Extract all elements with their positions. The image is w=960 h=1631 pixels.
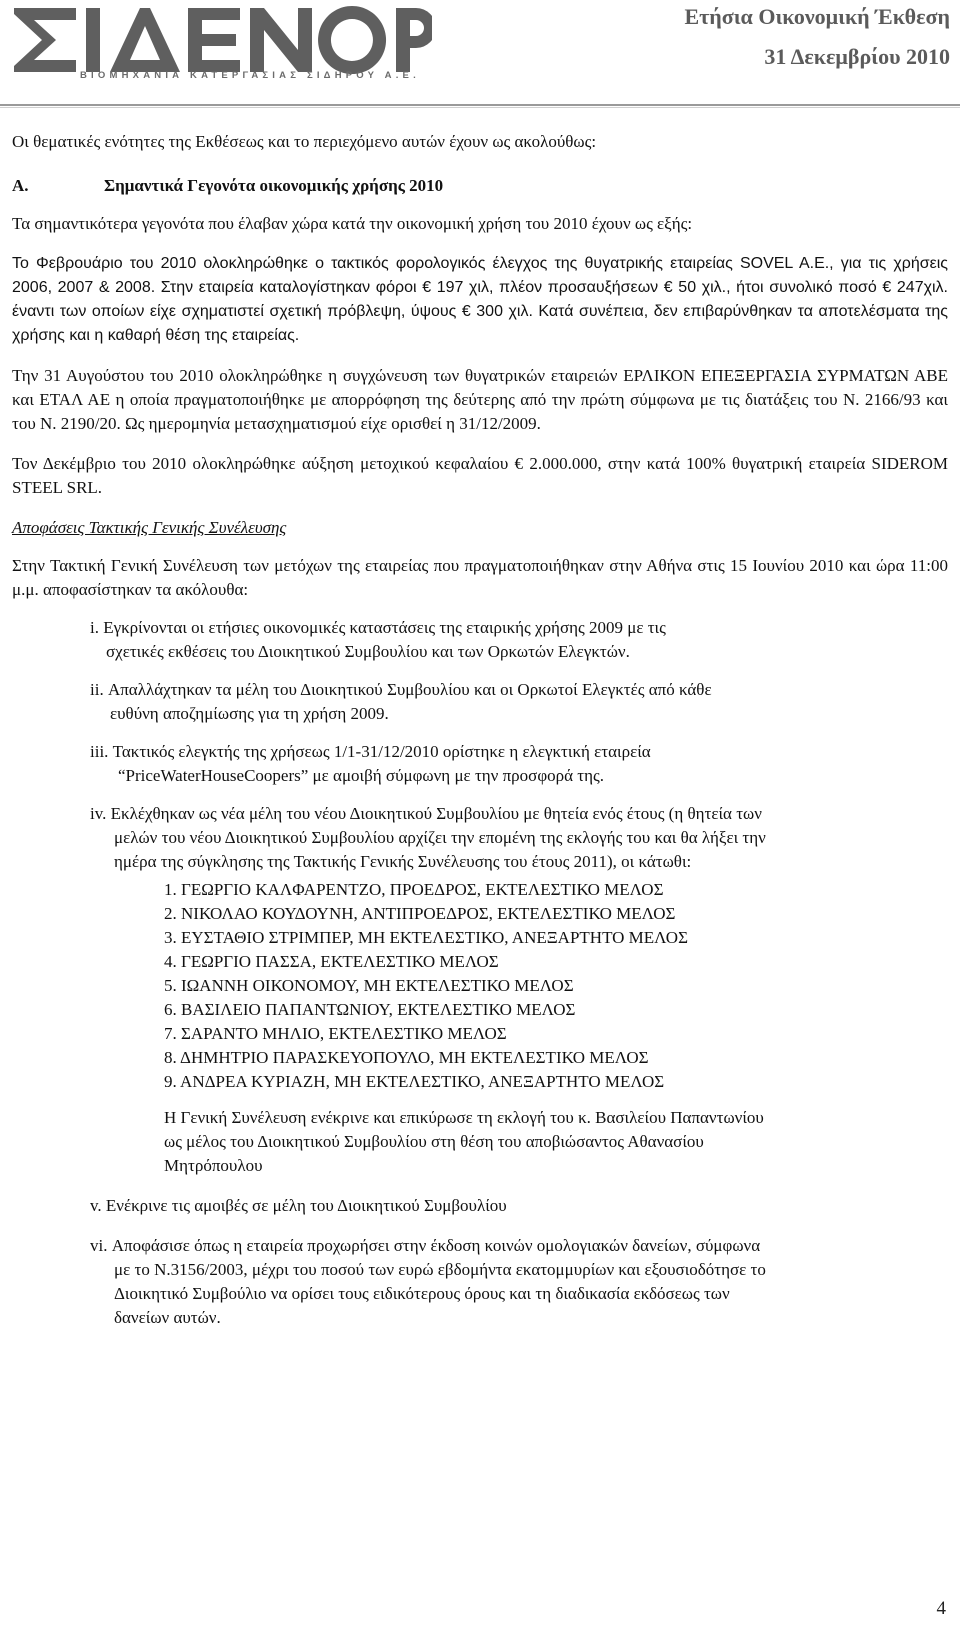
board-members-list	[164, 878, 948, 1094]
agm-heading: Αποφάσεις Τακτικής Γενικής Συνέλευσης	[12, 518, 287, 537]
paragraph-capital-increase: Τον Δεκέμβριο του 2010 ολοκληρώθηκε αύξηση μετοχικού κεφαλαίου € 2.000.000, στην κατά 100% θυγατρική εταιρεία SIDEROM STEEL SRL.	[12, 454, 948, 497]
board-member: 6. ΒΑΣΙΛΕΙΟ ΠΑΠΑΝΤΩΝΙΟΥ, ΕΚΤΕΛΕΣΤΙΚΟ ΜΕΛΟΣ	[164, 1000, 576, 1019]
approval-note	[164, 1106, 948, 1178]
intro-paragraph: Οι θεματικές ενότητες της Εκθέσεως και το περιεχόμενο αυτών έχουν ως ακολούθως:	[12, 132, 597, 151]
report-title: Ετήσια Οικονομική Έκθεση	[684, 4, 950, 29]
approval-line3: Μητρόπουλου	[164, 1156, 263, 1175]
decision-vi	[90, 1234, 948, 1330]
report-date: 31 Δεκεμβρίου 2010	[764, 44, 950, 69]
decision-vi-line4: δανείων αυτών.	[114, 1308, 221, 1327]
decision-i	[90, 616, 948, 664]
decision-i-line1: i. Εγκρίνονται οι ετήσιες οικονομικές καταστάσεις της εταιρικής χρήσης 2009 με τις	[90, 618, 666, 637]
events-intro: Τα σημαντικότερα γεγονότα που έλαβαν χώρα κατά την οικονομική χρήση του 2010 έχουν ως εξής:	[12, 214, 693, 233]
paragraph-tax-audit: Το Φεβρουάριο του 2010 ολοκληρώθηκε ο τακτικός φορολογικός έλεγχος της θυγατρικής εταιρείας SOVEL A.E., για τις χρήσεις 2006, 2007 & 2008. Στην εταιρεία καταλογίστηκαν φόροι € 197 χιλ, πλέον προσαυξήσεων € 50 χιλ., ήτοι συνολικό ποσό € 247χιλ. έναντι των οποίων είχε σχηματιστεί σχετική πρόβλεψη, ύψους € 300 χιλ. Κατά συνέπεια, δεν επιβαρύνθηκαν τα αποτελέσματα της χρήσης και η καθαρή θέση της εταιρείας.	[12, 255, 948, 344]
header-divider-thin	[0, 107, 960, 108]
decision-ii	[90, 678, 948, 726]
board-member: 7. ΣΑΡΑΝΤΟ ΜΗΛΙΟ, ΕΚΤΕΛΕΣΤΙΚΟ ΜΕΛΟΣ	[164, 1024, 507, 1043]
approval-line2: ως μέλος του Διοικητικού Συμβουλίου στη θέση του αποβιώσαντος Αθανασίου	[164, 1132, 704, 1151]
decision-iv-line1: iv. Εκλέχθηκαν ως νέα μέλη του νέου Διοικητικού Συμβουλίου με θητεία ενός έτους (η θητεία των	[90, 804, 762, 823]
decision-i-line2: σχετικές εκθέσεις του Διοικητικού Συμβουλίου και των Ορκωτών Ελεγκτών.	[106, 642, 630, 661]
board-member: 9. ΑΝΔΡΕΑ ΚΥΡΙΑΖΗ, ΜΗ ΕΚΤΕΛΕΣΤΙΚΟ, ΑΝΕΞΑΡΤΗΤΟ ΜΕΛΟΣ	[164, 1072, 665, 1091]
decisions-list	[90, 616, 948, 788]
decision-iv-line3: ημέρα της σύγκλησης της Τακτικής Γενικής Συνέλευσης του έτους 2011), οι κάτωθι:	[114, 852, 692, 871]
board-member: 3. ΕΥΣΤΑΘΙΟ ΣΤΡΙΜΠΕΡ, ΜΗ ΕΚΤΕΛΕΣΤΙΚΟ, ΑΝΕΞΑΡΤΗΤΟ ΜΕΛΟΣ	[164, 928, 688, 947]
decision-iv-line2: μελών του νέου Διοικητικού Συμβουλίου αρχίζει την επομένη της εκλογής του και θα λήξει την	[114, 828, 766, 847]
decision-iii-line1: iii. Τακτικός ελεγκτής της χρήσεως 1/1-31/12/2010 ορίστηκε η ελεγκτική εταιρεία	[90, 742, 651, 761]
decision-iii-line2: “PriceWaterHouseCoopers” με αμοιβή σύμφωνη με την προσφορά της.	[118, 766, 604, 785]
decision-iii	[90, 740, 948, 788]
section-title: Σημαντικά Γεγονότα οικονομικής χρήσης 2010	[104, 176, 444, 195]
approval-line1: Η Γενική Συνέλευση ενέκρινε και επικύρωσε τη εκλογή του κ. Βασιλείου Παπαντωνίου	[164, 1108, 764, 1127]
board-member: 2. ΝΙΚΟΛΑΟ ΚΟΥΔΟΥΝΗ, ΑΝΤΙΠΡΟΕΔΡΟΣ, ΕΚΤΕΛΕΣΤΙΚΟ ΜΕΛΟΣ	[164, 904, 676, 923]
agm-intro: Στην Τακτική Γενική Συνέλευση των μετόχων της εταιρείας που πραγματοποιήθηκαν στην Αθήνα στις 15 Ιουνίου 2010 και ώρα 11:00 μ.μ. αποφασίστηκαν τα ακόλουθα:	[12, 556, 948, 599]
board-member: 4. ΓΕΩΡΓΙΟ ΠΑΣΣΑ, ΕΚΤΕΛΕΣΤΙΚΟ ΜΕΛΟΣ	[164, 952, 499, 971]
section-a-heading	[12, 174, 948, 198]
page-header	[0, 0, 960, 108]
board-member: 1. ΓΕΩΡΓΙΟ ΚΑΛΦΑΡΕΝΤΖΟ, ΠΡΟΕΔΡΟΣ, ΕΚΤΕΛΕΣΤΙΚΟ ΜΕΛΟΣ	[164, 880, 664, 899]
board-member: 8. ΔΗΜΗΤΡΙΟ ΠΑΡΑΣΚΕΥΟΠΟΥΛΟ, ΜΗ ΕΚΤΕΛΕΣΤΙΚΟ ΜΕΛΟΣ	[164, 1048, 649, 1067]
paragraph-merger: Την 31 Αυγούστου του 2010 ολοκληρώθηκε η συγχώνευση των θυγατρικών εταιρειών ΕΡΛΙΚΟΝ ΕΠΕΞΕΡΓΑΣΙΑ ΣΥΡΜΑΤΩΝ ΑΒΕ και ΕΤΑΛ ΑΕ η οποία πραγματοποιήθηκε με απορρόφηση της δεύτερης από την πρώτη σύμφωνα με τις διατάξεις του Ν. 2166/93 και του Ν. 2190/20. Ως ημερομηνία μετασχηματισμού είχε ορισθεί η 31/12/2009.	[12, 366, 948, 433]
decision-v	[90, 1194, 948, 1218]
decision-ii-line2: ευθύνη αποζημίωσης για τη χρήση 2009.	[110, 704, 389, 723]
decision-vi-line3: Διοικητικό Συμβούλιο να ορίσει τους ειδικότερους όρους και τη διαδικασία εκδόσεως των	[114, 1284, 730, 1303]
board-member: 5. ΙΩΑΝΝΗ ΟΙΚΟΝΟΜΟΥ, ΜΗ ΕΚΤΕΛΕΣΤΙΚΟ ΜΕΛΟΣ	[164, 976, 574, 995]
header-divider	[0, 104, 960, 106]
decision-vi-line1: vi. Αποφάσισε όπως η εταιρεία προχωρήσει στην έκδοση κοινών ομολογιακών δανείων, σύμφωνα	[90, 1236, 761, 1255]
section-letter: Α.	[12, 176, 29, 195]
decision-vi-line2: με το Ν.3156/2003, μέχρι του ποσού των ευρώ εβδομήντα εκατομμυρίων και εξουσιοδότησε το	[114, 1260, 766, 1279]
decision-ii-line1: ii. Απαλλάχτηκαν τα μέλη του Διοικητικού Συμβουλίου και οι Ορκωτοί Ελεγκτές από κάθε	[90, 680, 712, 699]
report-body	[12, 130, 948, 1330]
page-number: 4	[936, 1598, 946, 1619]
decision-iv	[90, 802, 948, 874]
logo-tagline: ΒΙΟΜΗΧΑΝΙΑ ΚΑΤΕΡΓΑΣΙΑΣ ΣΙΔΗΡΟΥ Α.Ε.	[80, 70, 420, 81]
decision-v-line1: v. Ενέκρινε τις αμοιβές σε μέλη του Διοικητικού Συμβουλίου	[90, 1196, 507, 1215]
